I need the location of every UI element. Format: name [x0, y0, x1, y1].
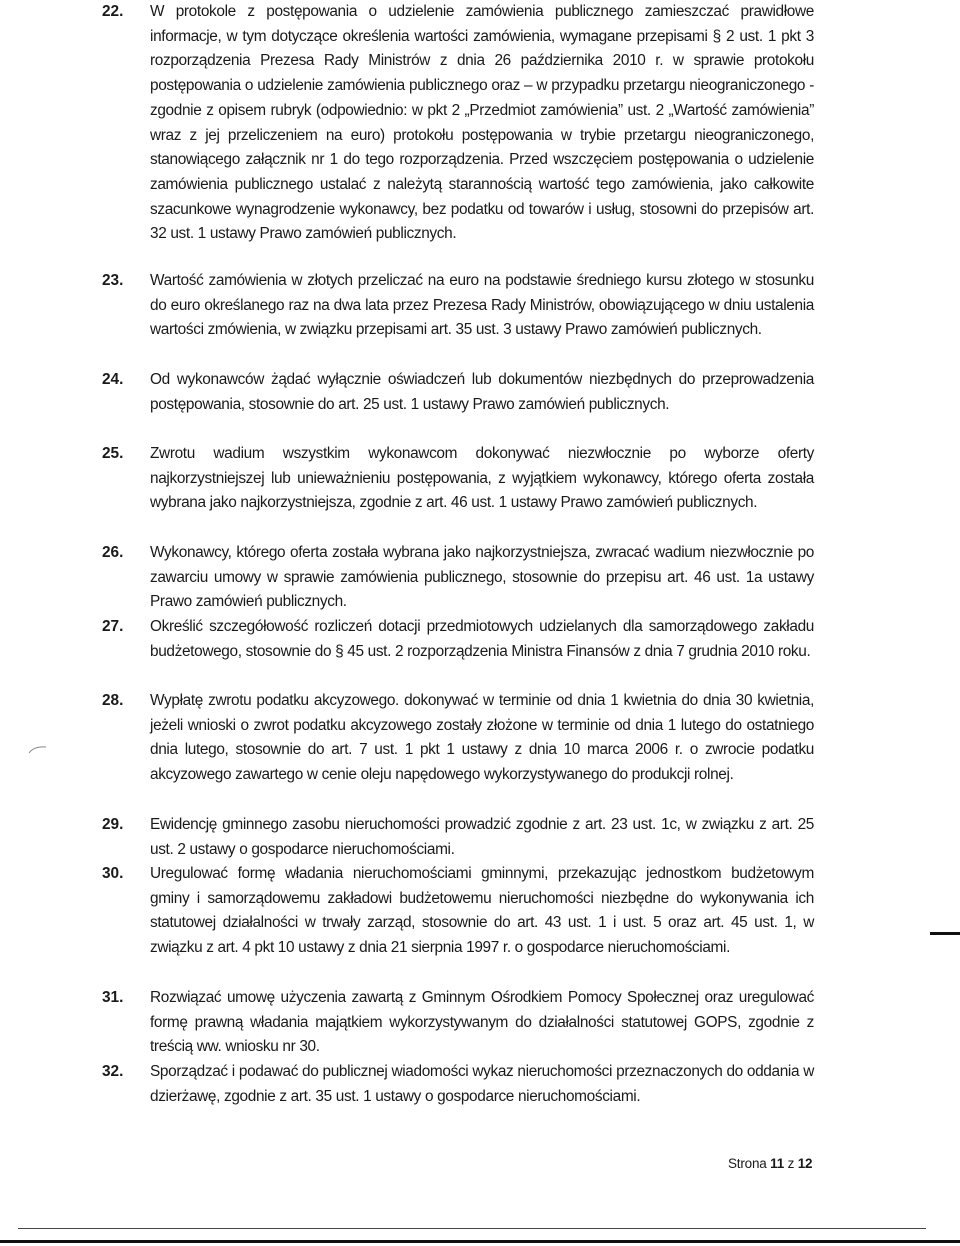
item-number: 27. — [102, 618, 124, 635]
margin-pen-mark — [28, 744, 48, 754]
item-number: 29. — [102, 816, 124, 833]
footer-total-pages: 12 — [797, 1156, 813, 1171]
item-text: Uregulować formę władania nieruchomościami gminnymi, przekazując jednostkom budżetowym gminy i samorządowemu zakładowi budżetowemu nieruchomości niezbędne do wykonywania ich statutowej działalności w trwały zarząd, stosownie do art. 43 ust. 1 i ust. 5 oraz art. 45 ust. 1, w związku z art. 4 pkt 10 ustawy z dnia 21 sierpnia 1997 r. o gospodarce nieruchomościami. — [150, 865, 814, 957]
item-text: Wykonawcy, którego oferta została wybrana jako najkorzystniejsza, zwracać wadium niezwłocznie po zawarciu umowy w sprawie zamówienia publicznego, stosownie do przepisu art. 46 ust. 1a ustawy Prawo zamówień publicznych. — [150, 544, 814, 611]
item-number: 31. — [102, 989, 124, 1006]
item-number: 25. — [102, 445, 124, 462]
edge-scan-mark — [930, 932, 960, 935]
list-item — [102, 689, 814, 788]
list-item — [102, 615, 814, 664]
item-text: Ewidencję gminnego zasobu nieruchomości prowadzić zgodnie z art. 23 ust. 1c, w związku z art. 25 ust. 2 ustawy o gospodarce nieruchomościami. — [150, 816, 814, 858]
item-text: Od wykonawców żądać wyłącznie oświadczeń lub dokumentów niezbędnych do przeprowadzenia postępowania, stosownie do art. 25 ust. 1 ustawy Prawo zamówień publicznych. — [150, 371, 814, 413]
item-number: 28. — [102, 692, 124, 709]
list-item — [102, 368, 814, 417]
item-number: 30. — [102, 865, 124, 882]
item-text: Wypłatę zwrotu podatku akcyzowego. dokonywać w terminie od dnia 1 kwietnia do dnia 30 kwietnia, jeżeli wnioski o zwrot podatku akcyzowego zostały złożone w terminie od dnia 1 lutego do ostatniego dnia lutego, stosownie do art. 7 ust. 1 pkt 1 ustawy z dnia 10 marca 2006 r. o zwrocie podatku akcyzowego zawartego w cenie oleju napędowego wykorzystywanego do produkcji rolnej. — [150, 692, 814, 784]
item-number: 23. — [102, 272, 124, 289]
item-text: Sporządzać i podawać do publicznej wiadomości wykaz nieruchomości przeznaczonych do oddania w dzierżawę, zgodnie z art. 35 ust. 1 ustawy o gospodarce nieruchomościami. — [150, 1063, 814, 1105]
page-footer — [728, 1156, 812, 1171]
footer-separator: z — [787, 1156, 795, 1171]
list-item — [102, 1060, 814, 1109]
item-number: 24. — [102, 371, 124, 388]
list-item — [102, 442, 814, 516]
item-text: Rozwiązać umowę użyczenia zawartą z Gminnym Ośrodkiem Pomocy Społecznej oraz uregulować formę prawną władania majątkiem wykorzystywanym do działalności statutowej GOPS, zgodnie z treścią ww. wniosku nr 30. — [150, 989, 814, 1056]
item-text: Określić szczegółowość rozliczeń dotacji przedmiotowych udzielanych dla samorządowego zakładu budżetowego, stosownie do § 45 ust. 2 rozporządzenia Ministra Finansów z dnia 7 grudnia 2010 roku. — [150, 618, 814, 660]
item-text: W protokole z postępowania o udzielenie zamówienia publicznego zamieszczać prawidłowe informacje, w tym dotyczące określenia wartości zamówienia, wymagane przepisami § 2 ust. 1 pkt 3 rozporządzenia Prezesa Rady Ministrów z dnia 26 października 2010 r. w sprawie protokołu postępowania o udzielenie zamówienia publicznego oraz – w przypadku przetargu nieograniczonego - zgodnie z opisem rubryk (odpowiednio: w pkt 2 „Przedmiot zamówienia” ust. 2 „Wartość zamówienia” wraz z jej przeliczeniem na euro) protokołu postępowania w trybie przetargu nieograniczonego, stanowiącego załącznik nr 1 do tego rozporządzenia. Przed wszczęciem postępowania o udzielenie zamówienia publicznego ustalać z należytą starannością wartość tego zamówienia, jako całkowite szacunkowe wynagrodzenie wykonawcy, bez podatku od towarów i usług, stosowni do przepisów art. 32 ust. 1 ustawy Prawo zamówień publicznych. — [150, 3, 814, 243]
list-item — [102, 541, 814, 615]
item-number: 32. — [102, 1063, 124, 1080]
footer-current-page: 11 — [770, 1156, 785, 1171]
list-item — [102, 862, 814, 961]
footer-prefix: Strona — [728, 1156, 767, 1171]
footer-rule-thin — [18, 1228, 926, 1229]
list-item — [102, 986, 814, 1060]
item-number: 26. — [102, 544, 124, 561]
footer-rule-thick — [0, 1240, 960, 1243]
list-item — [102, 0, 814, 247]
list-item — [102, 269, 814, 343]
list-item — [102, 813, 814, 862]
item-text: Wartość zamówienia w złotych przeliczać na euro na podstawie średniego kursu złotego w stosunku do euro określanego raz na dwa lata przez Prezesa Rady Ministrów, obowiązującego w dniu ustalenia wartości zmówienia, w związku przepisami art. 35 ust. 3 ustawy Prawo zamówień publicznych. — [150, 272, 814, 339]
item-text: Zwrotu wadium wszystkim wykonawcom dokonywać niezwłocznie po wyborze oferty najkorzystniejszej lub unieważnieniu postępowania, z wyjątkiem wykonawcy, którego oferta została wybrana jako najkorzystniejsza, zgodnie z art. 46 ust. 1 ustawy Prawo zamówień publicznych. — [150, 445, 814, 512]
item-number: 22. — [102, 3, 124, 20]
